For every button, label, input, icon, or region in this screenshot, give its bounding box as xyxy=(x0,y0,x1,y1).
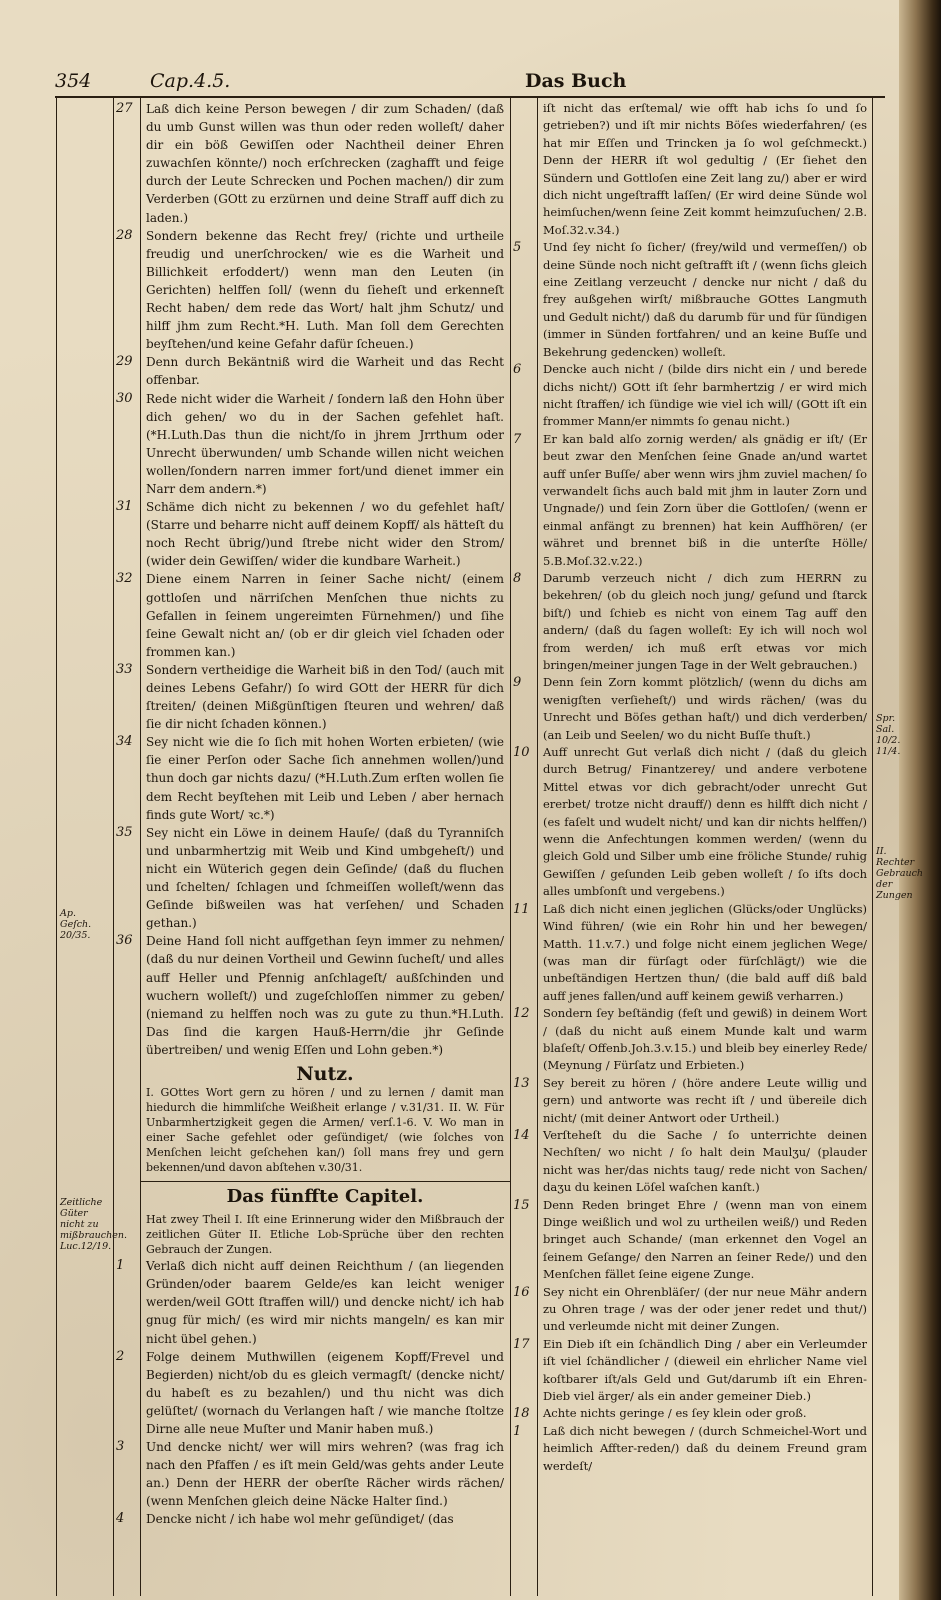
verse-text: Sey nicht ein Ohrenbläſer/ (der nur neue Mähr andern zu Ohren trage / was der oder jener redet und thut/) und verleumde nicht mit deiner Zungen. xyxy=(543,1284,867,1334)
verse-number: 11 xyxy=(513,901,530,917)
verse-text: Denn Reden bringet Ehre / (wenn man von einem Dinge weißlich und wol zu urtheilen weiß/) und Reden bringet auch Schande/ (man erkennet den Vogel an ſeinem Geſange/ den Narren an ſeiner Rede/) und den Menſchen fället ſeine eigene Zunge. xyxy=(543,1197,867,1282)
verse-number: 13 xyxy=(513,1075,530,1091)
verse-number: 35 xyxy=(116,824,133,840)
verse-number: 34 xyxy=(116,734,133,750)
verse-text: Sey bereit zu hören / (höre andere Leute willig und gern) und antworte was recht iſt / und übereile dich nicht/ (mit deiner Antwort oder Urtheil.) xyxy=(543,1075,867,1125)
verse-number: 1 xyxy=(116,1258,125,1274)
nutz-heading: Nutz. xyxy=(296,1062,354,1085)
verse-number: 27 xyxy=(116,101,133,116)
verse-text: iſt nicht das erſtemal/ wie offt hab ichs ſo und ſo getrieben?) und iſt mir nichts Böſes wiederfahren/ (es hat mir Eſſen und Trincken ja ſo wol geſchmeckt.) Denn der HERR iſt wol gedultig / (Er ſiehet den Sündern und Gottloſen eine Zeit lang zu/) aber er wird dich nicht ungeſtrafft laſſen/ (Er wird deine Sünde wol heimſuchen/wenn ſeine Zeit kommt heimzuſuchen/ 2.B. Moſ.32.v.34.) xyxy=(543,101,867,237)
verse-number: 4 xyxy=(116,1511,125,1527)
verse-text: Sondern bekenne das Recht frey/ (richte und urtheile freudig und unerſchrocken/ wie es die Warheit und Billichkeit erfoddert/) wenn man den Leuten (in Gerichten) helffen ſoll/ (wenn du ſieheſt und erkenneſt Recht haben/ dem rede das Wort/ halt jhm Schutz/ und hilff jhm zum Recht.*H. Luth. Man ſoll dem Gerechten beyſtehen/und keine Gefahr dafür ſcheuen.) xyxy=(146,228,504,352)
verse-number: 16 xyxy=(513,1284,530,1300)
margin-note: Spr. Sal. 10/2. 11/4. xyxy=(876,713,901,757)
section-divider xyxy=(140,1181,510,1182)
verse-text: Diene einem Narren in ſeiner Sache nicht/ (einem gottloſen und närriſchen Menſchen thue nichts zu Gefallen in ſeinem ungereimten Fürnehmen/) und ſihe ſeine Gewalt nicht an/ (ob er dir gleich viel ſchaden oder frommen kan.) xyxy=(146,572,504,659)
column-rule xyxy=(872,96,873,1596)
verse-number: 10 xyxy=(513,745,530,761)
verse-number: 29 xyxy=(116,354,133,370)
verse-number: 7 xyxy=(513,431,522,447)
verse-text: Laß dich nicht einen jeglichen (Glücks/oder Unglücks) Wind führen/ (wie ein Rohr hin und her bewegen/ Matth. 11.v.7.) und folge nicht einem jeglichen Wege/ (was man dir fürſagt oder fürſchlägt/) wie die unbeſtändigen Hertzen thun/ (die bald auff diß bald auff jenes fallen/und auff keinem gewiß verharren.) xyxy=(543,901,867,1003)
page-number: 354 xyxy=(55,70,92,92)
book-title: Das Buch xyxy=(525,70,627,92)
verse-number: 8 xyxy=(513,570,522,586)
verse-text: Darumb verzeuch nicht / dich zum HERRN zu bekehren/ (ob du gleich noch jung/ geſund und ſtarck biſt/) und ſchieb es nicht von einem Tag auff den andern/ (daß du ſagen wolleſt: Ey ich will noch wol from werden/ ich muß erſt etwas vor mich bringen/meiner jungen Tage in der Welt gebrauchen.) xyxy=(543,570,867,672)
verse-text: Rede nicht wider die Warheit / ſondern laß den Hohn über dich gehen/ wo du in der Sachen gefehlet haſt. (*H.Luth.Das thun die nicht/ſo in jhrem Jrrthum oder Unrecht überwunden/ umb Schande willen nicht weichen wollen/ſondern narren immer fort/und dienet immer ein Narr dem andern.*) xyxy=(146,391,504,496)
chapter-heading: Das fünffte Capitel. xyxy=(226,1186,424,1208)
verse-text: Achte nichts geringe / es ſey klein oder groß. xyxy=(543,1406,807,1421)
column-rule xyxy=(56,96,57,1596)
margin-note: Ap. Geſch. 20/35. xyxy=(60,908,92,941)
verse-text: Laß dich keine Person bewegen / dir zum Schaden/ (daß du umb Gunst willen was thun oder reden wolleſt/ daher dir ein böß Gewiſſen oder Nachtheil deiner Ehren zuwachſen könnte/) noch erſchrecken (zaghafft und feige durch der Leute Schrecken und Pochen machen/) dir zum Verderben (GOtt zu erzürnen und deine Straff auff dich zu laden.) xyxy=(146,102,504,225)
verse-text: Und dencke nicht/ wer will mirs wehren? (was frag ich nach den Pfaffen / es iſt mein Geld/was gehts ander Leute an.) Denn der HERR der oberſte Rächer wirds rächen/ (wenn Menſchen gleich deine Näcke Halter ſind.) xyxy=(146,1440,504,1509)
verse-text: Deine Hand ſoll nicht auffgethan ſeyn immer zu nehmen/ (daß du nur deinen Vortheil und Gewinn ſucheſt/ und alles auff Heller und Pfennig anſchlageſt/ außſchinden und wuchern wolleſt/) und zugeſchloſſen nimmer zu geben/ (niemand zu helffen noch was zu gute zu thun.*H.Luth. Das ſind die kargen Hauß-Herrn/die jhr Geſinde übertreiben/ und wenig Eſſen und Lohn geben.*) xyxy=(146,934,504,1057)
verse-text: Und ſey nicht ſo ſicher/ (frey/wild und vermeſſen/) ob deine Sünde noch nicht geſtrafft iſt / (wenn ſichs gleich eine Zeitlang verzeucht / dencke nur nicht / daß du frey außgehen wirſt/ mißbrauche GOttes Langmuth und Gedult nicht/) daß du darumb für und für ſündigen (immer in Sünden fortfahren/ und an keine Buſſe und Bekehrung gedencken) wolleſt. xyxy=(543,240,867,359)
verse-text: Sey nicht ein Löwe in deinem Hauſe/ (daß du Tyranniſch und unbarmhertzig mit Weib und Kind umbgeheſt/) und nicht ein Wüterich gegen dein Geſinde/ (daß du fluchen und ſchelten/ ſchlagen und ſchmeiſſen wolleſt/wenn das Geſinde bißweilen was hat verſehen/ und Schaden gethan.) xyxy=(146,825,504,931)
verse-number: 30 xyxy=(116,390,133,406)
chapter-summary: Hat zwey Theil I. Iſt eine Erinnerung wider den Mißbrauch der zeitlichen Güter II. Etliche Lob-Sprüche über den rechten Gebrauch der Zungen. xyxy=(146,1213,504,1257)
verse-text: Verſteheſt du die Sache / ſo unterrichte deinen Nechſten/ wo nicht / ſo halt dein Maulʒu/ (plauder nicht was her/das nichts taug/ rede nicht von Sachen/ daʒu du keinen Löſel waſchen kanſt.) xyxy=(543,1127,867,1195)
verse-text: Dencke nicht / ich habe wol mehr geſündiget/ (das xyxy=(146,1512,454,1527)
verse-number: 6 xyxy=(513,362,522,378)
verse-text: Denn ſein Zorn kommt plötzlich/ (wenn du dichs am wenigſten verſieheſt/) und wirds rächen/ (was du Unrecht und Böſes gethan haſt/) und dich verderben/ (an Leib und Seelen/ wo du nicht Buſſe thuſt.) xyxy=(543,675,867,742)
margin-note: II. Rechter Gebrauch der Zungen xyxy=(876,846,924,901)
column-rule xyxy=(140,96,141,1596)
verse-number: 17 xyxy=(513,1336,530,1352)
verse-number: 31 xyxy=(116,499,133,515)
column-rule xyxy=(510,96,511,1596)
verse-text: Denn durch Bekäntniß wird die Warheit und das Recht offenbar. xyxy=(146,355,504,388)
verse-number: 3 xyxy=(116,1439,125,1455)
verse-number: 9 xyxy=(513,675,522,691)
left-column xyxy=(116,100,504,1529)
verse-number: 33 xyxy=(116,661,133,677)
verse-number: 1 xyxy=(513,1423,522,1439)
verse-text: Laß dich nicht bewegen / (durch Schmeichel-Wort und heimlich Affter-reden/) daß du deinem Freund gram werdeſt/ xyxy=(543,1423,867,1473)
verse-text: Ein Dieb iſt ein ſchändlich Ding / aber ein Verleumder iſt viel ſchändlicher / (dieweil ein ehrlicher Name viel koſtbarer iſt/als Geld und Gut/darumb iſt ein Ehren-Dieb viel ärger/ als ein ander gemeiner Dieb.) xyxy=(543,1336,867,1404)
verse-text: Sondern vertheidige die Warheit biß in den Tod/ (auch mit deines Lebens Gefahr/) ſo wird GOtt der HERR für dich ſtreiten/ (deinen Mißgünſtigen ſteuren und wehren/ daß ſie dir nicht ſchaden können.) xyxy=(146,662,504,732)
verse-text: Er kan bald alſo zornig werden/ als gnädig er iſt/ (Er beut zwar den Menſchen ſeine Gnade an/und wartet auff unſer Buſſe/ aber wenn wirs jhm zuviel machen/ ſo verwandelt ſichs auch bald mit jhm in lauter Zorn und Ungnade/) und ſein Zorn über die Gottloſen/ (wenn er einmal anfängt zu brennen) hat kein Auffhören/ (er währet und brennet biß in die unterſte Hölle/ 5.B.Moſ.32.v.22.) xyxy=(543,431,867,568)
verse-number: 15 xyxy=(513,1197,530,1213)
verse-text: Dencke auch nicht / (bilde dirs nicht ein / und berede dichs nicht/) GOtt iſt ſehr barmhertzig / er wird mich nicht ſtraffen/ ich ſündige wie viel ich will/ (GOtt iſt ein frommer Mann/er nimmts ſo genau nicht.) xyxy=(543,362,867,429)
verse-text: Verlaß dich nicht auff deinen Reichthum / (an liegenden Gründen/oder baarem Gelde/es kan leicht weniger werden/weil GOtt ſtraffen will/) und dencke nicht/ ich hab gnug für mich/ (es wird mir nichts mangeln/ es kan mir nicht übel gehen.) xyxy=(146,1259,504,1346)
verse-number: 32 xyxy=(116,571,133,587)
verse-text: Auff unrecht Gut verlaß dich nicht / (daß du gleich durch Betrug/ Finantzerey/ und andere verbotene Mittel etwas vor dich gebracht/oder unrecht Gut ererbet/ trotze nicht drauff/) denn es hilfft dich nicht / (es faſelt und wudelt nicht/ und kan dir nichts helffen/) wenn die Anfechtungen kommen werden/ (wenn du gleich Gold und Silber umb eine fröliche Stunde/ ruhig Gewiſſen / geſunden Leib geben wolleſt / ſo iſts doch alles umbſonſt und vergebens.) xyxy=(543,745,867,899)
nutz-text: I. GOttes Wort gern zu hören / und zu lernen / damit man hiedurch die himmliſche Weißheit erlange / v.31/31. II. W. Für Unbarmhertzigkeit gegen die Armen/ verſ.1-6. V. Wo man in einer Sache gefehlet oder geſündiget/ (wie ſolches von Menſchen leicht geſchehen kan/) ſoll mans frey und gern bekennen/und davon abſtehen v.30/31. xyxy=(146,1086,504,1175)
chapter-label: Cap.4.5. xyxy=(150,70,231,92)
verse-number: 2 xyxy=(116,1348,125,1364)
verse-text: Sondern ſey beſtändig (feſt und gewiß) in deinem Wort / (daß du nicht auß einem Munde kalt und warm blaſeſt/ Offenb.Joh.3.v.15.) und bleib bey einerley Rede/ (Meynung / Fürſatz und Erbieten.) xyxy=(543,1006,868,1073)
book-spine xyxy=(899,0,941,1600)
verse-number: 12 xyxy=(513,1006,530,1022)
verse-number: 36 xyxy=(116,933,133,949)
verse-number: 14 xyxy=(513,1127,530,1143)
column-rule xyxy=(113,96,114,1596)
verse-number: 28 xyxy=(116,227,133,243)
column-rule xyxy=(537,96,538,1596)
verse-text: Folge deinem Muthwillen (eigenem Kopff/Frevel und Begierden) nicht/ob du es gleich vermagſt/ (dencke nicht/ du habeſt es zu bezahlen/) und thu nicht was dich gelüſtet/ (wornach du Verlangen haſt / wie manche ſtoltze Dirne alle neue Muſter und Manir haben muß.) xyxy=(146,1349,504,1436)
header-rule xyxy=(55,96,885,98)
verse-number: 5 xyxy=(513,240,522,256)
margin-note: Zeitliche Güter nicht zu mißbrauchen. Luc.12/19. xyxy=(60,1197,127,1252)
verse-number: 18 xyxy=(513,1406,530,1422)
verse-text: Sey nicht wie die ſo ſich mit hohen Worten erbieten/ (wie ſie einer Perſon oder Sache ſich annehmen wollen/)und thun doch gar nichts dazu/ (*H.Luth.Zum erſten wollen ſie dem Recht beyſtehen mit Leib und Leben / aber hernach finds gute Wort/ ꝛc.*) xyxy=(146,735,504,822)
right-column xyxy=(513,100,868,1475)
verse-text: Schäme dich nicht zu bekennen / wo du gefehlet haſt/ (Starre und beharre nicht auff deinem Kopff/ als hätteſt du noch Recht übrig/)und ſtrebe nicht wider den Strom/ (wider dein Gewiſſen/ wider die kundbare Warheit.) xyxy=(146,500,504,569)
